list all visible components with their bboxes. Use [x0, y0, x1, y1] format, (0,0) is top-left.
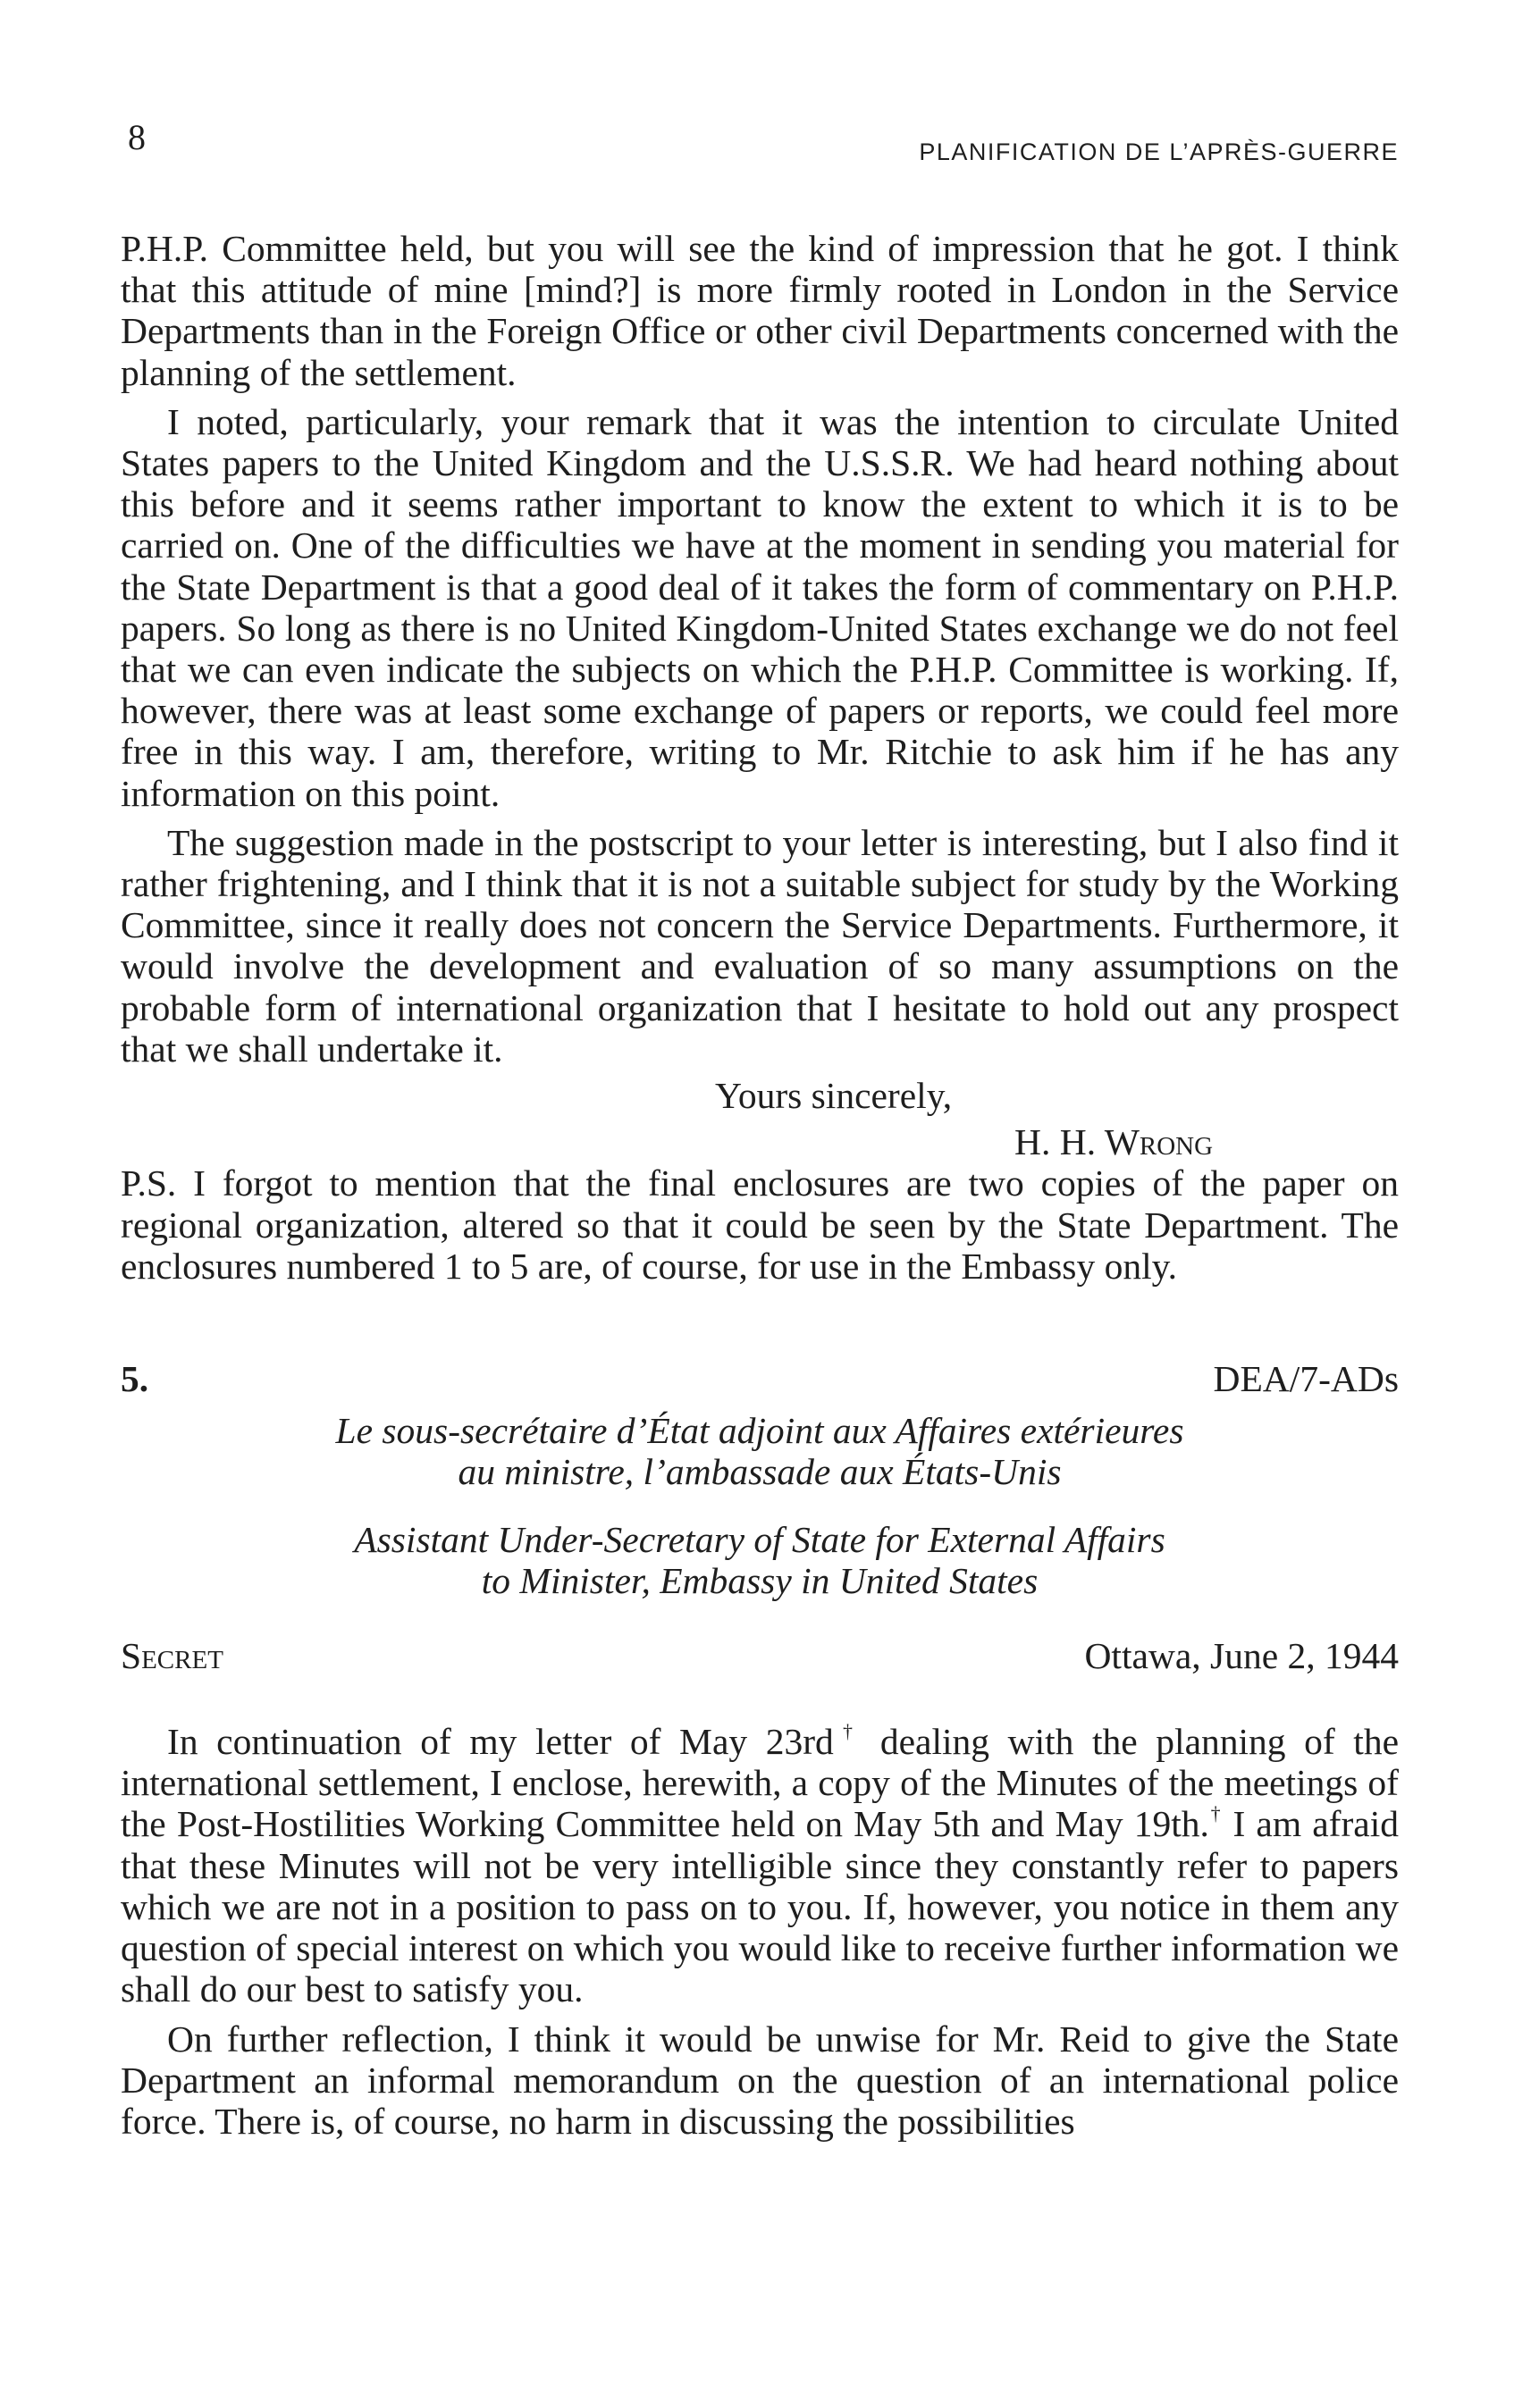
letter-paragraph: I noted, particularly, your remark that it was the intention to circulate United States papers to the United Kingdom and the U.S.S.R. We had heard nothing about this before and it seems rather important to know the extent to which it is to be carried on. One of the difficulties we have at the moment in sending you material for the State Department is that a good deal of it takes the form of commentary on P.H.P. papers. So long as there is no United Kingdom-United States exchange we do not feel that we can even indicate the subjects on which the P.H.P. Committee is working. If, however, there was at least some exchange of papers or reports, we could feel more free in this way. I am, therefore, writing to Mr. Ritchie to ask him if he has any information on this point.: [121, 400, 1399, 814]
letter-paragraph: P.H.P. Committee held, but you will see the kind of impression that he got. I think that this attitude of mine [mind?] is more firmly rooted in London in the Service Departments than in the Foreign Office or other civil Departments concerned with the planning of the settlement.: [121, 228, 1399, 393]
postscript: P.S. I forgot to mention that the final enclosures are two copies of the paper on regional organization, altered so that it could be seen by the State Department. The enclosures numbered 1 to 5 are, of course, for use in the Embassy only.: [121, 1162, 1399, 1287]
letter-paragraph: [121, 1721, 1399, 2009]
document-number: 5.: [121, 1358, 149, 1400]
place-and-date: Ottawa, June 2, 1944: [1084, 1635, 1399, 1677]
document-heading: [121, 1358, 1399, 1403]
address-english-line: Assistant Under-Secretary of State for External Affairs: [354, 1519, 1165, 1561]
address-french-line: au ministre, l’ambassade aux États-Unis: [458, 1451, 1062, 1493]
document-page: [121, 116, 1399, 2142]
address-french-line: Le sous-secrétaire d’État adjoint aux Affaires extérieures: [335, 1410, 1184, 1452]
running-head: [121, 116, 1399, 179]
page-number: 8: [128, 117, 146, 157]
letter-paragraph: The suggestion made in the postscript to your letter is interesting, but I also find it rather frightening, and I think that it is not a suitable subject for study by the Working Committee, since it really does not concern the Service Departments. Furthermore, it would involve the development and evaluation of so many assumptions on the probable form of international organization that I hesitate to hold out any prospect that we shall undertake it.: [121, 821, 1399, 1070]
address-english: [121, 1519, 1399, 1601]
address-french: [121, 1410, 1399, 1492]
letter-signature: H. H. Wrong: [1014, 1121, 1214, 1163]
address-english-line: to Minister, Embassy in United States: [481, 1560, 1039, 1602]
running-title: PLANIFICATION DE L’APRÈS-GUERRE: [919, 138, 1399, 165]
file-reference: DEA/7-ADs: [1213, 1358, 1399, 1400]
dateline: [121, 1635, 1399, 1680]
footnote-dagger: †: [1208, 1802, 1223, 1825]
paragraph-text: I am afraid that these Minutes will not be very intelligible since they constantly refer to papers which we are not in a position to pass on to you. If, however, you notice in them any question of special interest on which you would like to receive further information we shall do our best to satisfy you.: [121, 1803, 1400, 2010]
paragraph-text: dealing with the planning of the international settlement, I enclose, herewith, a copy of the Minutes of the meetings of the Post-Hostilities Working Committee held on May 5th and May 19th.: [121, 1721, 1399, 1845]
security-classification: Secret: [121, 1635, 223, 1677]
page-body: [121, 228, 1399, 2142]
letter-paragraph: On further reflection, I think it would be unwise for Mr. Reid to give the State Department an informal memorandum on the question of an international police force. There is, of course, no harm in discussing the possibilities: [121, 2018, 1399, 2142]
letter-closing: Yours sincerely,: [715, 1075, 953, 1117]
paragraph-text: In continuation of my letter of May 23rd: [167, 1721, 834, 1763]
footnote-dagger: †: [833, 1720, 862, 1743]
